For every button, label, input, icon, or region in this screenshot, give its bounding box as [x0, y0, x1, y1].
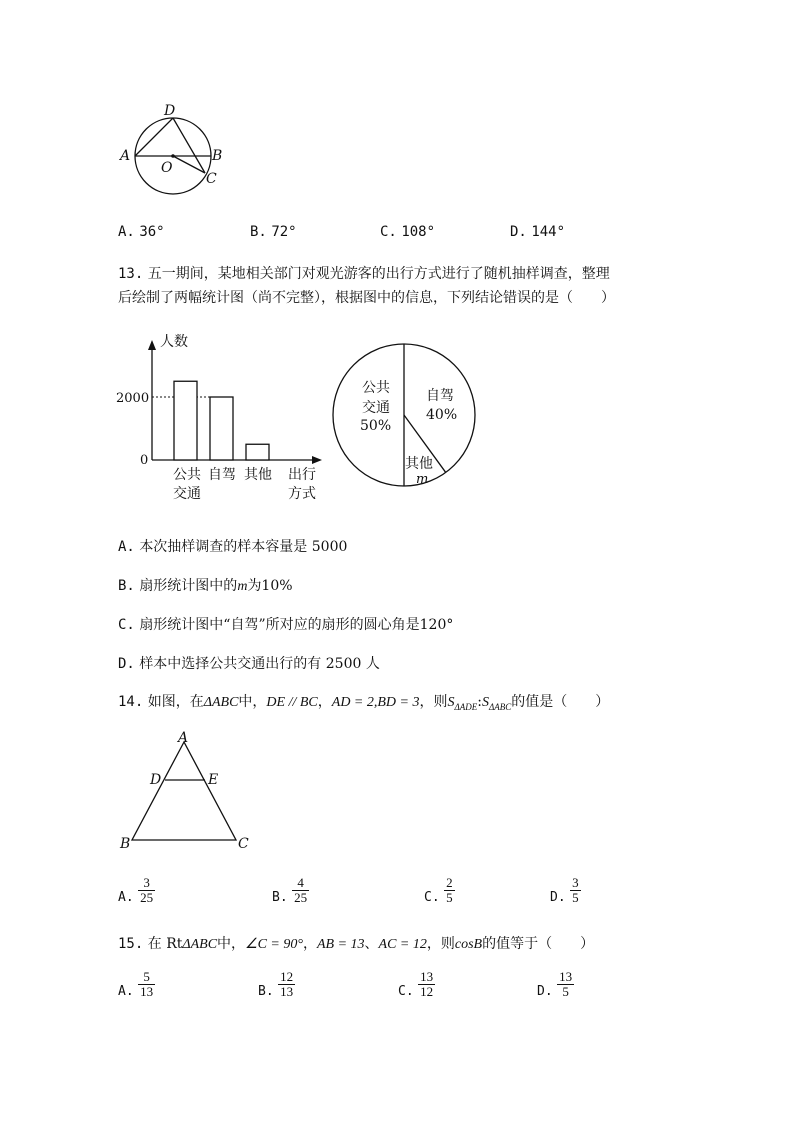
q15-option-c[interactable]: C. $\frac{13}{12}$: [398, 969, 434, 999]
bar-chart-ylabel: 人数: [160, 334, 188, 350]
label-d: D: [150, 772, 162, 788]
category-label-other: 其他: [244, 467, 272, 483]
q15-option-a[interactable]: A. $\frac{5}{13}$: [118, 969, 154, 999]
q12-option-c[interactable]: C. 108°: [380, 224, 436, 240]
label-e: E: [208, 772, 219, 788]
bar-2: [210, 397, 233, 460]
pie-label-self-line1: 自驾: [426, 388, 454, 404]
tick-label-0: 0: [140, 453, 149, 468]
fraction: $\frac{13}{5}$: [559, 969, 573, 999]
category-label-public-line2: 交通: [173, 486, 201, 502]
q13-option-a[interactable]: A. 本次抽样调查的样本容量是 5000: [118, 539, 348, 555]
pie-label-public-pct: 50%: [360, 418, 392, 434]
bar-1: [174, 381, 197, 460]
bar-chart-bars: [174, 381, 269, 460]
fraction: $\frac{4}{25}$: [294, 875, 308, 905]
q13-bar-chart: [110, 328, 330, 508]
q14-stem: 14. 如图，在ΔABC中，DE // BC，AD = 2,BD = 3，则$S_{\Delta ADE}:S_{\Delta ABC}$的值是（ ）: [118, 694, 610, 712]
label-b: B: [212, 148, 223, 164]
q13-pie-chart: [330, 340, 480, 490]
q15-option-b[interactable]: B. $\frac{12}{13}$: [258, 969, 294, 999]
category-label-public-line1: 公共: [173, 467, 201, 483]
q12-circle-figure: [110, 98, 240, 198]
q13-option-d[interactable]: D. 样本中选择公共交通出行的有 2500 人: [118, 656, 380, 672]
q15-options: [0, 970, 794, 1010]
label-b: B: [120, 836, 131, 852]
q12-option-d[interactable]: D. 144°: [510, 224, 566, 240]
bar-chart-y-arrow: [148, 340, 156, 350]
bar-chart-xlabel-line2: 方式: [288, 486, 316, 502]
pie-label-other-var: m: [416, 472, 429, 487]
bar-chart-xlabel-line1: 出行: [288, 467, 316, 483]
label-a: A: [120, 148, 131, 164]
q14-option-a[interactable]: A. $\frac{3}{25}$: [118, 875, 154, 905]
fraction: $\frac{12}{13}$: [280, 969, 294, 999]
bar-3: [246, 444, 269, 460]
pie-label-self-pct: 40%: [426, 407, 458, 423]
fraction: $\frac{2}{5}$: [446, 875, 453, 905]
fraction: $\frac{3}{5}$: [572, 875, 579, 905]
q14-option-b[interactable]: B. $\frac{4}{25}$: [272, 875, 308, 905]
fraction: $\frac{13}{12}$: [420, 969, 434, 999]
fraction: $\frac{5}{13}$: [140, 969, 154, 999]
q13-stem-line1: 13. 五一期间，某地相关部门对观光游客的出行方式进行了随机抽样调查，整理: [118, 266, 610, 282]
label-c: C: [238, 836, 249, 852]
q13-stem-line2: 后绘制了两幅统计图（尚不完整），根据图中的信息，下列结论错误的是（ ）: [118, 290, 615, 306]
pie-label-other: 其他: [405, 456, 433, 472]
category-label-self: 自驾: [208, 467, 236, 483]
pie-label-public-line2: 交通: [362, 400, 390, 416]
q15-option-d[interactable]: D. $\frac{13}{5}$: [537, 969, 573, 999]
q13-option-c[interactable]: C. 扇形统计图中“自驾”所对应的扇形的圆心角是120°: [118, 617, 454, 633]
label-c: C: [206, 171, 217, 187]
label-d: D: [164, 103, 176, 119]
fraction: $\frac{3}{25}$: [140, 875, 154, 905]
q14-triangle-figure: [110, 728, 270, 853]
label-a: A: [178, 730, 189, 746]
pie-label-public-line1: 公共: [362, 380, 390, 396]
q14-option-d[interactable]: D. $\frac{3}{5}$: [550, 875, 579, 905]
q14-option-c[interactable]: C. $\frac{2}{5}$: [424, 875, 453, 905]
q12-option-a[interactable]: A. 36°: [118, 224, 165, 240]
q14-options: [0, 876, 794, 916]
label-o: O: [161, 160, 173, 176]
bar-chart-x-arrow: [312, 456, 322, 464]
q15-stem: 15. 在 RtΔABC中，∠C = 90°，AB = 13、AC = 12，则cosB的值等于（ ）: [118, 936, 595, 952]
tick-label-2000: 2000: [116, 391, 150, 406]
q12-option-b[interactable]: B. 72°: [250, 224, 297, 240]
q13-option-b[interactable]: B. 扇形统计图中的m为10%: [118, 578, 293, 594]
